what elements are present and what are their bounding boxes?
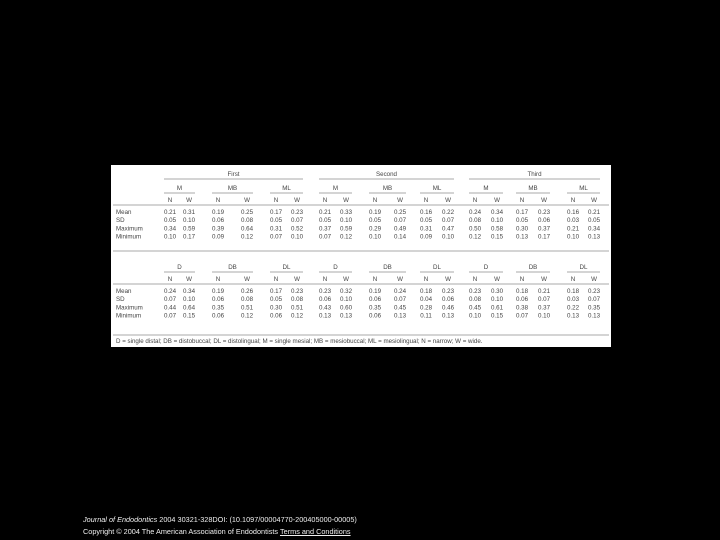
table-cell: 0.31: [269, 225, 283, 233]
table-cell: 0.05: [163, 217, 177, 225]
table-cell: 0.59: [339, 225, 353, 233]
table-cell: 0.08: [240, 217, 254, 225]
root-header: MB: [227, 185, 238, 192]
root-header: DL: [282, 264, 291, 271]
table-cell: 0.31: [419, 225, 433, 233]
table-cell: 0.07: [441, 217, 455, 225]
root-header: M: [332, 185, 339, 192]
table-cell: 0.31: [182, 209, 196, 216]
table-cell: 0.10: [182, 296, 196, 304]
root-header: DB: [383, 264, 392, 271]
table-cell: 0.10: [339, 296, 353, 304]
table-cell: 0.38: [515, 304, 529, 312]
table-cell: 0.07: [587, 296, 601, 304]
table-cell: 0.10: [290, 233, 304, 241]
root-header: MB: [382, 185, 393, 192]
root-header: D: [177, 264, 182, 271]
table-cell: 0.22: [441, 209, 455, 216]
wide-header: W: [541, 197, 547, 204]
table-cell: 0.37: [537, 304, 551, 312]
table-cell: 0.51: [240, 304, 254, 312]
table-cell: 0.24: [393, 288, 407, 295]
table-cell: 0.47: [441, 225, 455, 233]
table-cell: 0.34: [163, 225, 177, 233]
table-cell: 0.08: [240, 296, 254, 304]
root-header: DB: [528, 264, 538, 271]
table-cell: 0.06: [441, 296, 455, 304]
table-cell: 0.21: [318, 209, 332, 216]
wide-header: W: [186, 276, 192, 283]
table-cell: 0.30: [490, 288, 504, 295]
table-cell: 0.10: [339, 217, 353, 225]
root-header: D: [483, 264, 489, 271]
table-cell: 0.25: [393, 209, 407, 216]
table-cell: 0.10: [566, 233, 580, 241]
table-cell: 0.13: [587, 233, 601, 241]
group-header: Third: [527, 171, 542, 178]
table-cell: 0.12: [468, 233, 482, 241]
table-cell: 0.10: [368, 233, 382, 241]
table-cell: 0.23: [537, 209, 551, 216]
terms-and-conditions-link[interactable]: Terms and Conditions: [279, 527, 351, 536]
narrow-header: N: [472, 197, 478, 204]
narrow-header: N: [215, 197, 221, 204]
table-cell: 0.05: [269, 296, 283, 304]
table-cell: 0.15: [490, 312, 504, 320]
table-cell: 0.22: [566, 304, 580, 312]
table-cell: 0.06: [318, 296, 332, 304]
table-cell: 0.30: [515, 225, 529, 233]
table-cell: 0.15: [182, 312, 196, 320]
row-label: SD: [116, 217, 125, 225]
table-cell: 0.23: [290, 209, 304, 216]
table-cell: 0.26: [240, 288, 254, 295]
table-cell: 0.46: [441, 304, 455, 312]
wide-header: W: [591, 197, 597, 204]
narrow-header: N: [215, 276, 221, 283]
table-cell: 0.03: [566, 296, 580, 304]
table-cell: 0.08: [468, 217, 482, 225]
table-cell: 0.17: [269, 209, 283, 216]
table-cell: 0.13: [318, 312, 332, 320]
table-cell: 0.07: [163, 296, 177, 304]
table-cell: 0.21: [163, 209, 177, 216]
table-cell: 0.23: [587, 288, 601, 295]
table-cell: 0.05: [419, 217, 433, 225]
table-cell: 0.29: [368, 225, 382, 233]
wide-header: W: [591, 276, 597, 283]
table-cell: 0.06: [368, 312, 382, 320]
root-header: DB: [228, 264, 237, 271]
data-table-image: [111, 165, 611, 347]
table-cell: 0.10: [182, 217, 196, 225]
table-cell: 0.06: [515, 296, 529, 304]
root-header: ML: [432, 185, 442, 192]
narrow-header: N: [519, 276, 525, 283]
table-cell: 0.19: [211, 209, 225, 216]
table-cell: 0.08: [468, 296, 482, 304]
table-cell: 0.10: [468, 312, 482, 320]
table-cell: 0.32: [339, 288, 353, 295]
table-cell: 0.43: [318, 304, 332, 312]
root-header: ML: [282, 185, 291, 192]
wide-header: W: [494, 197, 500, 204]
table-cell: 0.10: [537, 312, 551, 320]
table-cell: 0.35: [368, 304, 382, 312]
narrow-header: N: [322, 276, 328, 283]
table-cell: 0.12: [240, 312, 254, 320]
row-label: Minimum: [116, 233, 142, 241]
table-cell: 0.06: [211, 296, 225, 304]
wide-header: W: [445, 197, 451, 204]
table-cell: 0.24: [468, 209, 482, 216]
table-cell: 0.05: [587, 217, 601, 225]
table-cell: 0.05: [515, 217, 529, 225]
wide-header: W: [343, 276, 349, 283]
root-header: D: [333, 264, 338, 271]
wide-header: W: [244, 197, 250, 204]
table-cell: 0.34: [182, 288, 196, 295]
table-cell: 0.04: [419, 296, 433, 304]
table-cell: 0.34: [587, 225, 601, 233]
table-cell: 0.15: [490, 233, 504, 241]
table-cell: 0.10: [490, 217, 504, 225]
table-cell: 0.45: [393, 304, 407, 312]
narrow-header: N: [372, 276, 378, 283]
table-cell: 0.07: [393, 296, 407, 304]
narrow-header: N: [519, 197, 525, 204]
table-cell: 0.23: [318, 288, 332, 295]
root-header: ML: [579, 185, 588, 192]
table-cell: 0.19: [368, 288, 382, 295]
table-cell: 0.13: [515, 233, 529, 241]
table-cell: 0.05: [269, 217, 283, 225]
row-label: SD: [116, 296, 125, 304]
table-cell: 0.59: [182, 225, 196, 233]
table-cell: 0.06: [368, 296, 382, 304]
table-cell: 0.13: [587, 312, 601, 320]
wide-header: W: [244, 276, 250, 283]
narrow-header: N: [472, 276, 478, 283]
narrow-header: N: [167, 197, 173, 204]
wide-header: W: [397, 197, 403, 204]
table-cell: 0.06: [211, 312, 225, 320]
table-cell: 0.06: [537, 217, 551, 225]
table-cell: 0.07: [537, 296, 551, 304]
table-cell: 0.49: [393, 225, 407, 233]
table-cell: 0.06: [211, 217, 225, 225]
table-cell: 0.13: [339, 312, 353, 320]
table-cell: 0.34: [490, 209, 504, 216]
table-cell: 0.19: [211, 288, 225, 295]
table-cell: 0.45: [468, 304, 482, 312]
table-cell: 0.14: [393, 233, 407, 241]
table-cell: 0.28: [419, 304, 433, 312]
table-cell: 0.37: [318, 225, 332, 233]
table-cell: 0.12: [240, 233, 254, 241]
root-header: MB: [528, 185, 538, 192]
wide-header: W: [186, 197, 192, 204]
table-cell: 0.21: [566, 225, 580, 233]
wide-header: W: [541, 276, 547, 283]
table-cell: 0.12: [290, 312, 304, 320]
table-cell: 0.61: [490, 304, 504, 312]
table-cell: 0.07: [393, 217, 407, 225]
table-cell: 0.17: [182, 233, 196, 241]
table-cell: 0.07: [290, 217, 304, 225]
table-cell: 0.07: [163, 312, 177, 320]
table-cell: 0.10: [163, 233, 177, 241]
row-label: Maximum: [116, 225, 143, 233]
table-cell: 0.03: [566, 217, 580, 225]
table-cell: 0.23: [290, 288, 304, 295]
table-cell: 0.18: [566, 288, 580, 295]
table-cell: 0.16: [566, 209, 580, 216]
table-cell: 0.05: [368, 217, 382, 225]
wide-header: W: [343, 197, 349, 204]
narrow-header: N: [372, 197, 378, 204]
citation-line: [83, 515, 357, 524]
narrow-header: N: [322, 197, 328, 204]
narrow-header: N: [423, 197, 429, 204]
table-cell: 0.19: [368, 209, 382, 216]
table-cell: 0.33: [339, 209, 353, 216]
narrow-header: N: [167, 276, 173, 283]
table-cell: 0.23: [468, 288, 482, 295]
table-cell: 0.10: [441, 233, 455, 241]
citation-text: 2004 30321-328DOI: (10.1097/00004770-200405000-00005): [157, 515, 357, 524]
table-cell: 0.35: [211, 304, 225, 312]
table-cell: 0.09: [419, 233, 433, 241]
table-cell: 0.35: [587, 304, 601, 312]
table-cell: 0.17: [515, 209, 529, 216]
table-cell: 0.07: [318, 233, 332, 241]
table-cell: 0.07: [515, 312, 529, 320]
table-cell: 0.12: [339, 233, 353, 241]
table-cell: 0.07: [269, 233, 283, 241]
table-cell: 0.10: [490, 296, 504, 304]
root-header: M: [176, 185, 183, 192]
table-cell: 0.60: [339, 304, 353, 312]
table-cell: 0.24: [163, 288, 177, 295]
root-header: DL: [433, 264, 441, 271]
narrow-header: N: [273, 197, 279, 204]
group-header: Second: [376, 171, 397, 178]
row-label: Mean: [116, 209, 132, 216]
table-cell: 0.05: [318, 217, 332, 225]
journal-name: Journal of Endodontics: [83, 515, 158, 524]
copyright-line: [83, 527, 351, 536]
table-cell: 0.11: [420, 312, 432, 320]
table-cell: 0.64: [182, 304, 196, 312]
row-label: Maximum: [116, 304, 143, 312]
table-cell: 0.51: [290, 304, 304, 312]
table-cell: 0.25: [240, 209, 254, 216]
table-footnote: D = single distal; DB = distobuccal; DL = distolingual; M = single mesial; MB = mesiobuccal; ML = mesiolingual; N = narrow; W = wide.: [116, 338, 483, 345]
narrow-header: N: [423, 276, 429, 283]
table-cell: 0.64: [240, 225, 254, 233]
row-label: Minimum: [116, 312, 142, 320]
wide-header: W: [294, 197, 300, 204]
table-cell: 0.13: [441, 312, 455, 320]
table-cell: 0.52: [290, 225, 304, 233]
table-cell: 0.37: [537, 225, 551, 233]
table-cell: 0.58: [490, 225, 504, 233]
wide-header: W: [397, 276, 403, 283]
table-cell: 0.08: [290, 296, 304, 304]
wide-header: W: [494, 276, 500, 283]
row-label: Mean: [116, 288, 132, 295]
narrow-header: N: [570, 197, 576, 204]
root-header: DL: [579, 264, 588, 271]
table-cell: 0.17: [537, 233, 551, 241]
group-header: First: [227, 171, 240, 178]
table-cell: 0.09: [211, 233, 225, 241]
wide-header: W: [294, 276, 300, 283]
table-cell: 0.13: [566, 312, 580, 320]
root-header: M: [483, 185, 489, 192]
wide-header: W: [445, 276, 451, 283]
table-cell: 0.06: [269, 312, 283, 320]
table-cell: 0.18: [515, 288, 529, 295]
table-cell: 0.39: [211, 225, 225, 233]
table-cell: 0.16: [419, 209, 433, 216]
table-cell: 0.21: [587, 209, 601, 216]
narrow-header: N: [273, 276, 279, 283]
table-cell: 0.50: [468, 225, 482, 233]
table-cell: 0.13: [393, 312, 407, 320]
table-cell: 0.18: [419, 288, 433, 295]
copyright-text: Copyright © 2004 The American Association of Endodontists: [83, 527, 280, 536]
narrow-header: N: [570, 276, 576, 283]
table-cell: 0.30: [269, 304, 283, 312]
table-cell: 0.21: [537, 288, 551, 295]
table-cell: 0.17: [269, 288, 283, 295]
table-cell: 0.23: [441, 288, 455, 295]
table-cell: 0.44: [163, 304, 177, 312]
